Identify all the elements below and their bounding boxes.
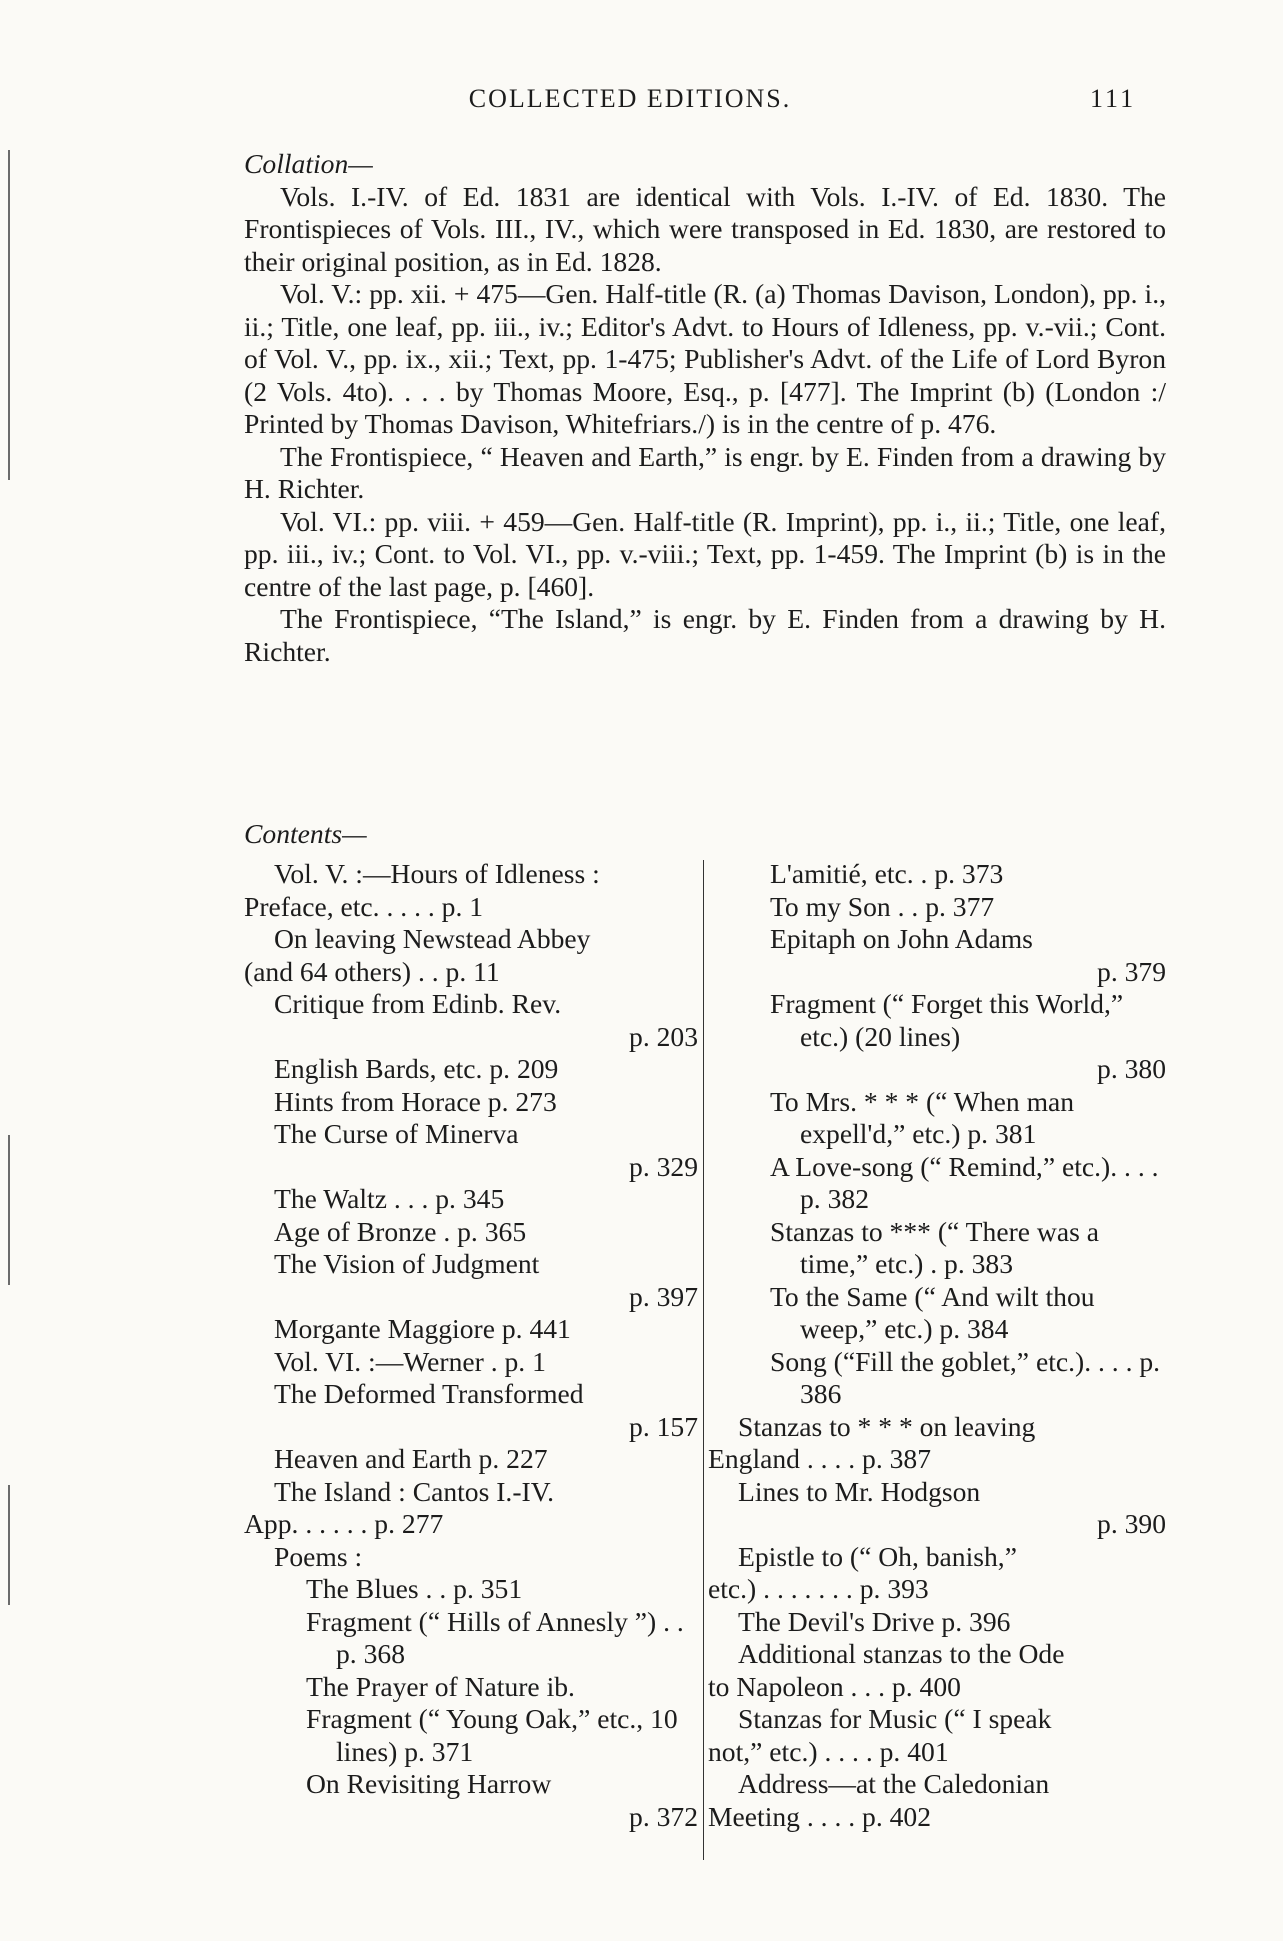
contents-entry: (and 64 others) . . p. 11	[244, 955, 500, 987]
collation-paragraph: The Frontispiece, “The Island,” is engr. by E. Finden from a drawing by H. Richter.	[244, 603, 1166, 667]
contents-entry: To the Same (“ And wilt thou weep,” etc.) p. 384	[770, 1280, 1095, 1344]
contents-entry: On Revisiting Harrow	[306, 1768, 552, 1799]
contents-entry: Morgante Maggiore p. 441	[274, 1313, 571, 1344]
contents-entry: Stanzas to * * * on leaving	[738, 1410, 1036, 1442]
collation-paragraph: Vol. VI.: pp. viii. + 459—Gen. Half-title (R. Imprint), pp. i., ii.; Title, one leaf, pp. iii., iv.; Cont. to Vol. VI., pp. v.-viii.; Text, pp. 1-459. The Imprint (b) is in the centre of the last page, p. [460].	[244, 505, 1166, 602]
contents-entry: p. 372	[629, 1800, 698, 1832]
contents-entry: Poems :	[274, 1540, 363, 1572]
contents-entry: p. 390	[1097, 1508, 1166, 1539]
collation-paragraph: Vol. V.: pp. xii. + 475—Gen. Half-title (R. (a) Thomas Davison, London), pp. i., ii.; Title, one leaf, pp. iii., iv.; Editor's Advt. to Hours of Idleness, pp. v.-vii.; Cont. of Vol. V., pp. ix., xii.; Text, pp. 1-475; Publisher's Advt. of the Life of Lord Byron (2 Vols. 4to). . . . by Thomas Moore, Esq., p. [477]. The Imprint (b) (London :/ Printed by Thomas Davison, Whitefriars./) is in the centre of p. 476.	[244, 278, 1166, 439]
contents-entry: Hints from Horace p. 273	[274, 1085, 557, 1117]
collation-label: Collation—	[244, 148, 373, 179]
contents-entry: The Blues . . p. 351	[306, 1573, 523, 1604]
contents-entry: Stanzas to *** (“ There was a time,” etc.) . p. 383	[770, 1215, 1099, 1279]
contents-entry: To my Son . . p. 377	[770, 890, 995, 922]
contents-entry: Vol. VI. :—Werner . p. 1	[274, 1345, 546, 1377]
contents-entry: Fragment (“ Hills of Annesly ”) . . p. 368	[306, 1605, 684, 1669]
collation-paragraph: Vols. I.-IV. of Ed. 1831 are identical with Vols. I.-IV. of Ed. 1830. The Frontispieces of Vols. III., IV., which were transposed in Ed. 1830, are restored to their original position, as in Ed. 1828.	[244, 180, 1166, 277]
contents-entry: Heaven and Earth p. 227	[274, 1443, 548, 1474]
contents-entry: Lines to Mr. Hodgson	[738, 1475, 981, 1507]
collation-section	[244, 148, 1166, 668]
contents-entry: Epistle to (“ Oh, banish,”	[738, 1540, 1017, 1572]
contents-entry: The Island : Cantos I.-IV.	[274, 1475, 554, 1507]
contents-entry: L'amitié, etc. . p. 373	[770, 858, 1004, 889]
contents-entry: Additional stanzas to the Ode	[738, 1638, 1065, 1669]
contents-entry: Fragment (“ Young Oak,” etc., 10 lines) p. 371	[306, 1703, 678, 1767]
collation-paragraph: The Frontispiece, “ Heaven and Earth,” is engr. by E. Finden from a drawing by H. Richter.	[244, 440, 1166, 504]
contents-entry: p. 397	[629, 1280, 698, 1312]
page-number: 111	[1090, 84, 1137, 113]
contents-entry: The Vision of Judgment	[274, 1248, 540, 1279]
contents-entry: Song (“Fill the goblet,” etc.). . . . p. 386	[770, 1345, 1161, 1409]
contents-entry: Address—at the Caledonian	[738, 1768, 1050, 1799]
contents-label: Contents—	[244, 818, 367, 849]
contents-entry: App. . . . . . p. 277	[244, 1508, 444, 1539]
contents-entry: Vol. V. :—Hours of Idleness :	[274, 858, 600, 889]
running-header-title: COLLECTED EDITIONS.	[468, 84, 792, 113]
contents-entry: England . . . . p. 387	[708, 1443, 932, 1474]
contents-entry: p. 203	[629, 1020, 698, 1052]
contents-entry: Stanzas for Music (“ I speak	[738, 1703, 1052, 1734]
contents-entry: On leaving Newstead Abbey	[274, 923, 591, 954]
contents-entry: A Love-song (“ Remind,” etc.). . . . p. 382	[770, 1150, 1159, 1214]
column-rule	[703, 860, 704, 1860]
contents-entry: Age of Bronze . p. 365	[274, 1215, 527, 1247]
contents-section	[244, 818, 1166, 1832]
contents-entry: The Devil's Drive p. 396	[738, 1605, 1011, 1637]
contents-left-column	[244, 858, 698, 1833]
contents-entry: p. 380	[1097, 1053, 1166, 1084]
contents-entry: Epitaph on John Adams	[770, 923, 1033, 954]
gutter-line	[8, 1135, 10, 1285]
contents-entry: Preface, etc. . . . . p. 1	[244, 890, 484, 922]
contents-entry: p. 329	[629, 1150, 698, 1182]
contents-entry: etc.) . . . . . . . p. 393	[708, 1573, 929, 1604]
contents-entry: To Mrs. * * * (“ When man expell'd,” etc.) p. 381	[770, 1085, 1075, 1149]
contents-entry: Meeting . . . . p. 402	[708, 1800, 932, 1832]
contents-entry: English Bards, etc. p. 209	[274, 1053, 559, 1084]
gutter-line	[8, 150, 10, 480]
contents-entry: The Waltz . . . p. 345	[274, 1183, 505, 1214]
contents-entry: not,” etc.) . . . . p. 401	[708, 1735, 949, 1767]
contents-entry: Fragment (“ Forget this World,” etc.) (20 lines)	[770, 988, 1124, 1052]
contents-right-column	[708, 858, 1166, 1833]
contents-entry: The Prayer of Nature ib.	[306, 1670, 575, 1702]
contents-entry: Critique from Edinb. Rev.	[274, 988, 562, 1019]
contents-entry: The Curse of Minerva	[274, 1118, 519, 1149]
contents-entry: p. 157	[629, 1410, 698, 1442]
gutter-line	[8, 1485, 10, 1605]
contents-entry: The Deformed Transformed	[274, 1378, 584, 1409]
contents-entry: to Napoleon . . . p. 400	[708, 1670, 961, 1702]
contents-entry: p. 379	[1097, 955, 1166, 987]
